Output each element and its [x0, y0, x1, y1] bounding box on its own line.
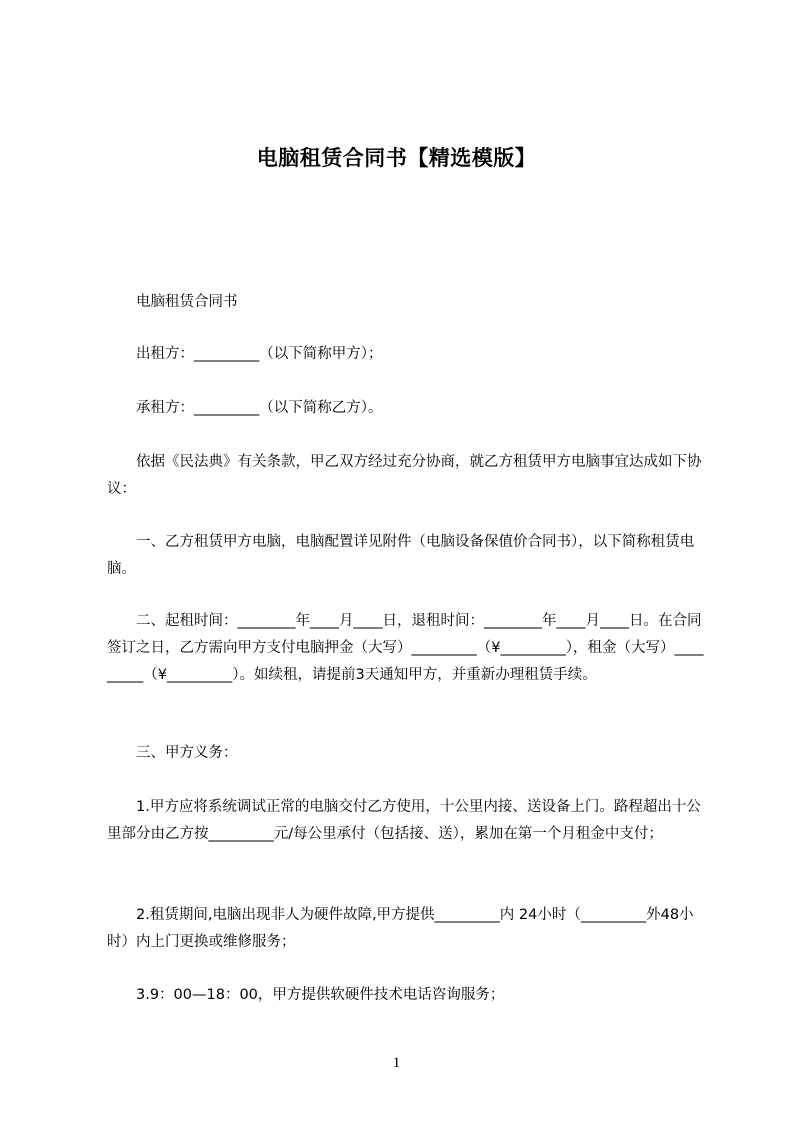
paragraph-contract-name: 电脑租赁合同书 — [136, 294, 238, 310]
paragraph-obligation-3: 3.9：00—18：00，甲方提供软硬件技术电话咨询服务； — [136, 987, 505, 1003]
paragraph-lessee: 承租方：_________（以下简称乙方）。 — [136, 400, 383, 416]
paragraph-clause-2: 二、起租时间：________年____月____日，退租时间：________年____月____日。在合同签订之日，乙方需向甲方支付电脑押金（大写）_________（¥_________），租金（大写）_________（¥_________）。如续租，请提前3天通知甲方，并重新办理租赁手续。 — [107, 613, 704, 683]
page-number: 1 — [392, 1055, 401, 1071]
paragraph-obligation-1: 1.甲方应将系统调试正常的电脑交付乙方使用，十公里内接、送设备上门。路程超出十公里部分由乙方按_________元/每公里承付（包括接、送），累加在第一个月租金中支付； — [107, 799, 701, 842]
document-title: 电脑租赁合同书【精选模版】 — [256, 146, 537, 170]
paragraph-obligation-2: 2.租赁期间,电脑出现非人为硬件故障,甲方提供_________内 24小时（_________外48小时）内上门更换或维修服务； — [107, 907, 694, 950]
paragraph-lessor: 出租方：_________（以下简称甲方）； — [136, 346, 383, 362]
paragraph-preamble: 依据《民法典》有关条款，甲乙双方经过充分协商，就乙方租赁甲方电脑事宜达成如下协议： — [107, 454, 702, 497]
paragraph-clause-3-heading: 三、甲方义务： — [136, 745, 238, 761]
paragraph-clause-1: 一、乙方租赁甲方电脑，电脑配置详见附件（电脑设备保值价合同书），以下简称租赁电脑。 — [107, 534, 695, 577]
